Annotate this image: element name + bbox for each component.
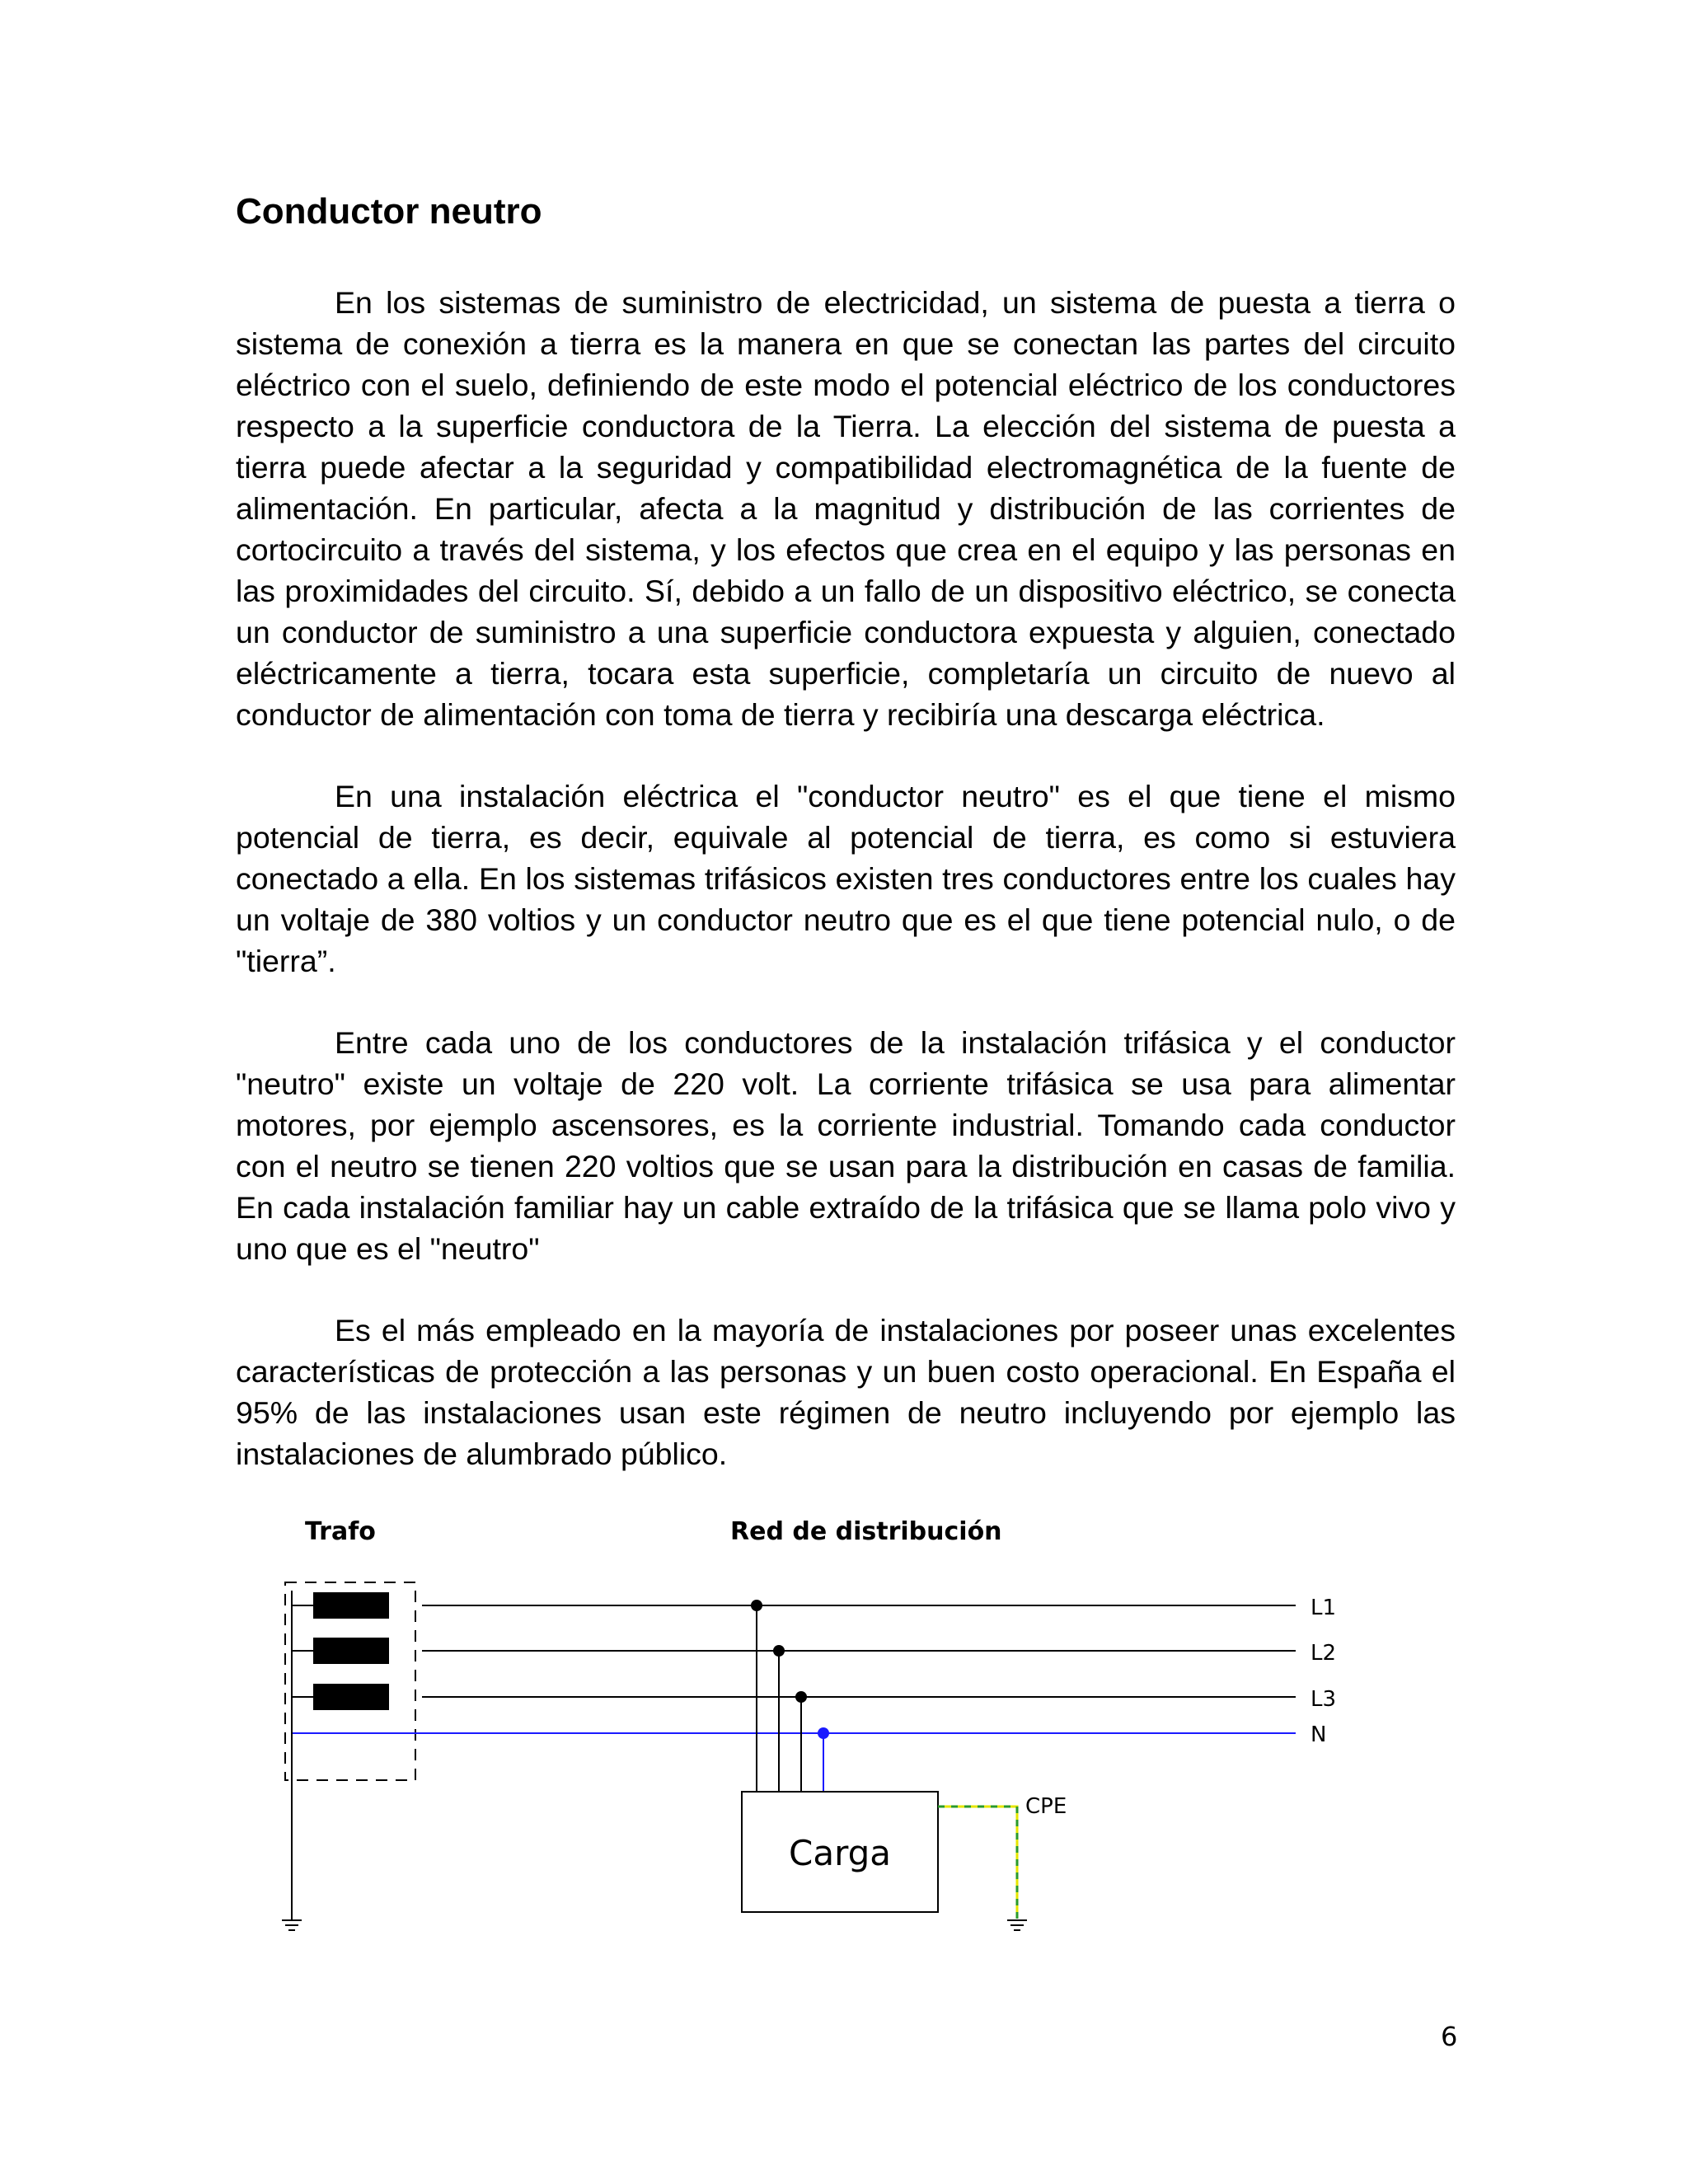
cpe-label: CPE <box>1025 1794 1067 1819</box>
paragraph-3: Entre cada uno de los conductores de la instalación trifásica y el conductor "neutro" existe un voltaje de 220 volt. La corriente trifásica se usa para alimentar motores, por ejemplo ascensores, es la corriente industrial. Tomando cada conductor con el neutro se tienen 220 voltios que se usan para la distribución en casas de familia. En cada instalación familiar hay un cable extraído de la trifásica que se llama polo vivo y uno que es el "neutro" <box>236 1025 1456 1266</box>
paragraph-1: En los sistemas de suministro de electricidad, un sistema de puesta a tierra o sistema de conexión a tierra es la manera en que se conectan las partes del circuito eléctrico con el suelo, definiendo de este modo el potencial eléctrico de los conductores respecto a la superficie conductora de la Tierra. La elección del sistema de puesta a tierra puede afectar a la seguridad y compatibilidad electromagnética de la fuente de alimentación. En particular, afecta a la magnitud y distribución de las corrientes de cortocircuito a través del sistema, y los efectos que crea en el equipo y las personas en las proximidades del circuito. Sí, debido a un fallo de un dispositivo eléctrico, se conecta un conductor de suministro a una superficie conductora expuesta y alguien, conectado eléctricamente a tierra, tocara esta superficie, completaría un circuito de nuevo al conductor de alimentación con toma de tierra y recibiría una descarga eléctrica. <box>236 285 1456 732</box>
paragraph-2: En una instalación eléctrica el "conductor neutro" es el que tiene el mismo potencial de tierra, es decir, equivale al potencial de tierra, es como si estuviera conectado a ella. En los sistemas trifásicos existen tres conductores entre los cuales hay un voltaje de 380 voltios y un conductor neutro que es el que tiene potencial nulo, o de "tierra”. <box>236 779 1456 978</box>
load-label: Carga <box>789 1833 891 1873</box>
trafo-earth-icon <box>282 1920 302 1930</box>
body-text <box>236 282 1456 1515</box>
label-n: N <box>1311 1722 1327 1747</box>
network-label: Red de distribución <box>730 1517 1002 1546</box>
label-l3: L3 <box>1311 1687 1337 1712</box>
paragraph-4: Es el más empleado en la mayoría de instalaciones por poseer unas excelentes características de protección a las personas y un buen costo operacional. En España el 95% de las instalaciones usan este régimen de neutro incluyendo por ejemplo las instalaciones de alumbrado público. <box>236 1313 1456 1471</box>
cpe-conductor <box>938 1807 1017 1919</box>
junction-l1 <box>751 1600 762 1611</box>
page-number: 6 <box>1441 2021 1458 2052</box>
tn-c-s-diagram <box>236 1516 1357 1953</box>
junction-n <box>818 1727 829 1739</box>
load-earth-icon <box>1007 1920 1027 1930</box>
trafo-label: Trafo <box>305 1517 376 1546</box>
label-l1: L1 <box>1311 1596 1337 1620</box>
trafo-winding-3 <box>313 1684 389 1710</box>
junction-l3 <box>795 1691 807 1703</box>
label-l2: L2 <box>1311 1641 1337 1666</box>
junction-l2 <box>773 1645 785 1657</box>
trafo-winding-2 <box>313 1638 389 1664</box>
page-title: Conductor neutro <box>236 191 542 232</box>
trafo-winding-1 <box>313 1592 389 1619</box>
